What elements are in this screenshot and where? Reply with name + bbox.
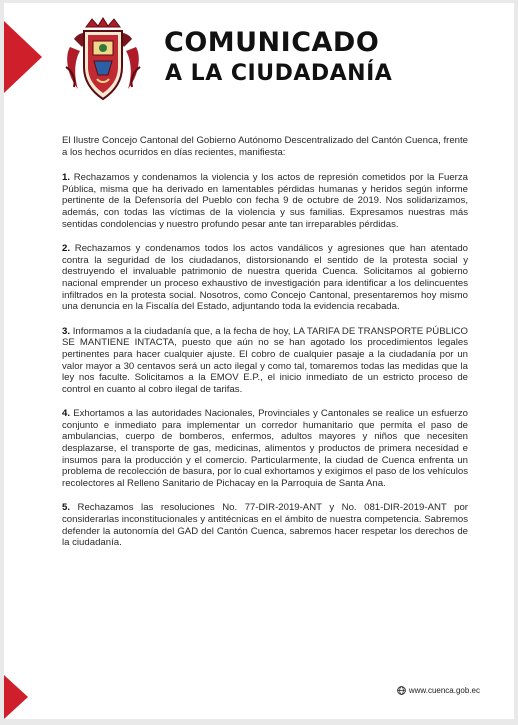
list-item: [62, 502, 468, 548]
footer-url[interactable]: www.cuenca.gob.ec: [408, 686, 480, 695]
item-text: Rechazamos las resoluciones No. 77-DIR-2019-ANT y No. 081-DIR-2019-ANT por considerarlas inconstitucionales y antitécnicas en el ámbito de nuestra competencia. Sabremos defender la autonomía del GAD del Cantón Cuenca, sabremos hacer respetar los derechos de la ciudadanía.: [62, 502, 468, 549]
item-number: 2.: [62, 243, 71, 255]
globe-icon: [397, 686, 406, 695]
item-text: Rechazamos y condenamos la violencia y los actos de represión cometidos por la Fuerza Pública, misma que ha derivado en lamentables pérdidas humanas y heridos según informe pertinente de la Defensoría del Pueblo con fecha 9 de octubre de 2019. Nos solidarizamos, además, con todas las víctimas de la violencia y sus familias. Expresamos nuestras más sentidas condolencias y nuestro profundo pesar ante tan irreparables pérdidas.: [62, 172, 468, 230]
communique-page: [4, 3, 514, 719]
item-number: 5.: [62, 502, 71, 514]
item-text: Informamos a la ciudadanía que, a la fecha de hoy, LA TARIFA DE TRANSPORTE PÚBLICO SE MANTIENE INTACTA, puesto que aún no se han agotado los procedimientos legales pertinentes para hacer cualquier ajuste. El cobro de cualquier pasaje a la ciudadanía por un valor mayor a 30 centavos será un acto ilegal y como tal, tomaremos todas las medidas que la ley nos faculte. Solicitamos a la EMOV E.P., el inicio inmediato de un estricto proceso de control en cuanto al cobro ilegal de tarifas.: [62, 325, 468, 395]
red-flag-decoration: [4, 21, 42, 93]
footer-website[interactable]: [397, 686, 480, 695]
list-item: [62, 326, 468, 396]
title-line-2: A LA CIUDADANÍA: [165, 61, 393, 86]
coat-of-arms-icon: [64, 17, 142, 103]
item-number: 1.: [62, 172, 71, 184]
list-item: [62, 408, 468, 489]
intro-paragraph: El Ilustre Concejo Cantonal del Gobierno Autónomo Descentralizado del Cantón Cuenca, frente a los hechos ocurridos en días recientes, manifiesta:: [62, 135, 468, 158]
item-text: Rechazamos y condenamos todos los actos vandálicos y agresiones que han atentado contra la seguridad de los ciudadanos, distorsionando el sentido de la protesta social y destruyendo el invaluable patrimonio de nuestra querida Cuenca. Solicitamos al gobierno nacional emprender un proceso exhaustivo de investigación para identificar a los delincuentes infiltrados en la protesta social. Nosotros, como Concejo Cantonal, presentaremos hoy mismo una denuncia en la Fiscalía del Estado, adjuntando toda la evidencia recabada.: [62, 243, 468, 313]
item-number: 4.: [62, 408, 71, 420]
item-text: Exhortamos a las autoridades Nacionales, Provinciales y Cantonales se realice un esfuerzo conjunto e inmediato para implementar un corredor humanitario que permita el paso de ambulancias, cuerpo de bomberos, enfermos, adultos mayores y niños que necesiten desplazarse, el transporte de gas, medicinas, alimentos y productos de primera necesidad e insumos para la producción y el comercio. Particularmente, la ciudad de Cuenca enfrenta un problema de recolección de basura, por lo cual exhortamos y exigimos el paso de los vehículos recolectores al Relleno Sanitario de Pichacay en la Parroquia de Santa Ana.: [62, 408, 468, 489]
title-line-1: COMUNICADO: [164, 27, 380, 58]
title-block: [164, 29, 392, 85]
footer-arrow-decoration: [4, 675, 28, 719]
item-number: 3.: [62, 325, 71, 337]
list-item: [62, 172, 468, 230]
communique-body: [62, 135, 468, 562]
list-item: [62, 243, 468, 313]
